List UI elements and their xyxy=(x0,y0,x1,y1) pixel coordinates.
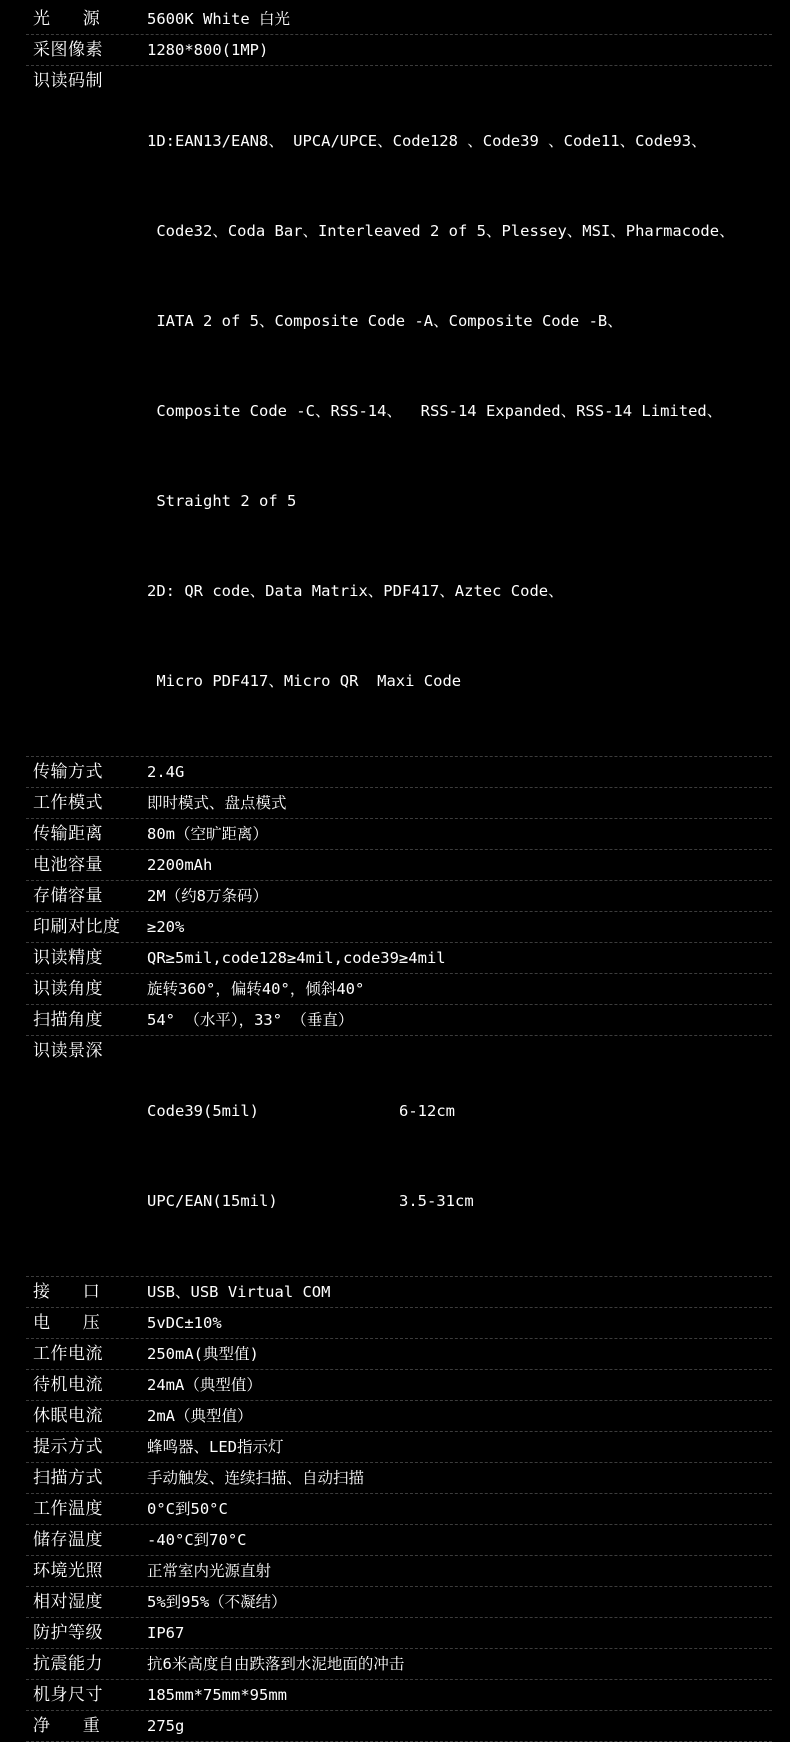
spec-value: 275g xyxy=(147,1717,185,1735)
depth-code: Code39(5mil) xyxy=(147,1102,259,1120)
spec-row-light-source xyxy=(26,4,772,35)
spec-row-weight xyxy=(26,1711,772,1742)
spec-row-indicator xyxy=(26,1432,772,1463)
spec-row-contrast xyxy=(26,912,772,943)
spec-label: 防护等级 xyxy=(33,1623,103,1643)
depth-range: 6-12cm xyxy=(399,1102,455,1120)
spec-value: 5600K White 白光 xyxy=(147,10,290,28)
spec-label: 识读码制 xyxy=(33,71,103,91)
spec-label: 传输距离 xyxy=(33,824,103,844)
depth-row xyxy=(147,1186,772,1216)
symbology-line: Code32、Coda Bar、Interleaved 2 of 5、Plessey、MSI、Pharmacode、 xyxy=(147,222,735,240)
spec-value: 54° （水平），33° （垂直） xyxy=(147,1011,354,1029)
symbology-line: 1D:EAN13/EAN8、 UPCA/UPCE、Code128 、Code39 、Code11、Code93、 xyxy=(147,132,707,150)
spec-value: 2M（约8万条码） xyxy=(147,887,268,905)
spec-label: 待机电流 xyxy=(33,1375,103,1395)
spec-label: 储存温度 xyxy=(33,1530,103,1550)
spec-row-battery xyxy=(26,850,772,881)
spec-row-symbologies xyxy=(26,66,772,757)
spec-label: 采图像素 xyxy=(33,40,103,60)
spec-label: 工作模式 xyxy=(33,793,103,813)
symbology-line: Composite Code -C、RSS-14、 RSS-14 Expanded、RSS-14 Limited、 xyxy=(147,402,723,420)
spec-value: 80m（空旷距离） xyxy=(147,825,268,843)
spec-label: 扫描方式 xyxy=(33,1468,103,1488)
spec-value-symbologies xyxy=(139,66,772,756)
spec-label: 识读精度 xyxy=(33,948,103,968)
spec-label: 存储容量 xyxy=(33,886,103,906)
spec-label: 环境光照 xyxy=(33,1561,103,1581)
spec-row-work-current xyxy=(26,1339,772,1370)
spec-row-scan-mode xyxy=(26,1463,772,1494)
symbology-line: Straight 2 of 5 xyxy=(147,492,297,510)
spec-value: IP67 xyxy=(147,1624,185,1642)
spec-label: 识读景深 xyxy=(33,1041,103,1061)
spec-value: 5%到95%（不凝结） xyxy=(147,1593,287,1611)
spec-label: 光 源 xyxy=(33,9,101,29)
spec-value: 2200mAh xyxy=(147,856,213,874)
spec-table xyxy=(26,4,772,1742)
spec-value: 即时模式、盘点模式 xyxy=(147,794,287,812)
spec-value: 2mA（典型值） xyxy=(147,1407,253,1425)
spec-row-dimensions xyxy=(26,1680,772,1711)
spec-row-protection xyxy=(26,1618,772,1649)
spec-label: 电 压 xyxy=(33,1313,101,1333)
spec-row-work-mode xyxy=(26,788,772,819)
spec-label: 相对湿度 xyxy=(33,1592,103,1612)
spec-value: QR≥5mil,code128≥4mil,code39≥4mil xyxy=(147,949,446,967)
spec-value: 250mA(典型值) xyxy=(147,1345,259,1363)
spec-label: 工作电流 xyxy=(33,1344,103,1364)
spec-value: ≥20% xyxy=(147,918,185,936)
symbology-line: Micro PDF417、Micro QR Maxi Code xyxy=(147,672,462,690)
spec-value: 蜂鸣器、LED指示灯 xyxy=(147,1438,284,1456)
spec-value: -40°C到70°C xyxy=(147,1531,247,1549)
spec-value: 抗6米高度自由跌落到水泥地面的冲击 xyxy=(147,1655,405,1673)
symbology-line: IATA 2 of 5、Composite Code -A、Composite Code -B、 xyxy=(147,312,623,330)
spec-value: 0°C到50°C xyxy=(147,1500,228,1518)
spec-label: 机身尺寸 xyxy=(33,1685,103,1705)
depth-range: 3.5-31cm xyxy=(399,1192,474,1210)
spec-value: 2.4G xyxy=(147,763,185,781)
spec-value: 24mA（典型值） xyxy=(147,1376,262,1394)
spec-label: 休眠电流 xyxy=(33,1406,103,1426)
spec-label: 识读角度 xyxy=(33,979,103,999)
spec-label: 电池容量 xyxy=(33,855,103,875)
spec-row-sleep-current xyxy=(26,1401,772,1432)
spec-value: 1280*800(1MP) xyxy=(147,41,269,59)
spec-row-ambient-light xyxy=(26,1556,772,1587)
symbology-line: 2D: QR code、Data Matrix、PDF417、Aztec Code、 xyxy=(147,582,564,600)
spec-row-work-temp xyxy=(26,1494,772,1525)
spec-value: 185mm*75mm*95mm xyxy=(147,1686,287,1704)
spec-row-transmission xyxy=(26,757,772,788)
spec-value: 正常室内光源直射 xyxy=(147,1562,272,1580)
spec-label: 印刷对比度 xyxy=(33,917,121,937)
spec-row-humidity xyxy=(26,1587,772,1618)
spec-value-depth xyxy=(139,1036,772,1276)
spec-row-interface xyxy=(26,1277,772,1308)
depth-row xyxy=(147,1096,772,1126)
spec-row-standby-current xyxy=(26,1370,772,1401)
spec-row-scan-angle xyxy=(26,1005,772,1036)
spec-row-distance xyxy=(26,819,772,850)
spec-value: 旋转360°，偏转40°，倾斜40° xyxy=(147,980,365,998)
spec-label: 工作温度 xyxy=(33,1499,103,1519)
spec-label: 提示方式 xyxy=(33,1437,103,1457)
spec-label: 抗震能力 xyxy=(33,1654,103,1674)
spec-row-resolution xyxy=(26,35,772,66)
spec-row-storage xyxy=(26,881,772,912)
spec-value: USB、USB Virtual COM xyxy=(147,1283,331,1301)
spec-row-drop xyxy=(26,1649,772,1680)
spec-row-storage-temp xyxy=(26,1525,772,1556)
spec-row-depth-of-field xyxy=(26,1036,772,1277)
spec-label: 接 口 xyxy=(33,1282,101,1302)
spec-label: 传输方式 xyxy=(33,762,103,782)
spec-value: 5vDC±10% xyxy=(147,1314,222,1332)
spec-row-voltage xyxy=(26,1308,772,1339)
depth-code: UPC/EAN(15mil) xyxy=(147,1192,278,1210)
spec-value: 手动触发、连续扫描、自动扫描 xyxy=(147,1469,365,1487)
spec-label: 扫描角度 xyxy=(33,1010,103,1030)
spec-row-precision xyxy=(26,943,772,974)
spec-row-read-angle xyxy=(26,974,772,1005)
spec-label: 净 重 xyxy=(33,1716,101,1736)
